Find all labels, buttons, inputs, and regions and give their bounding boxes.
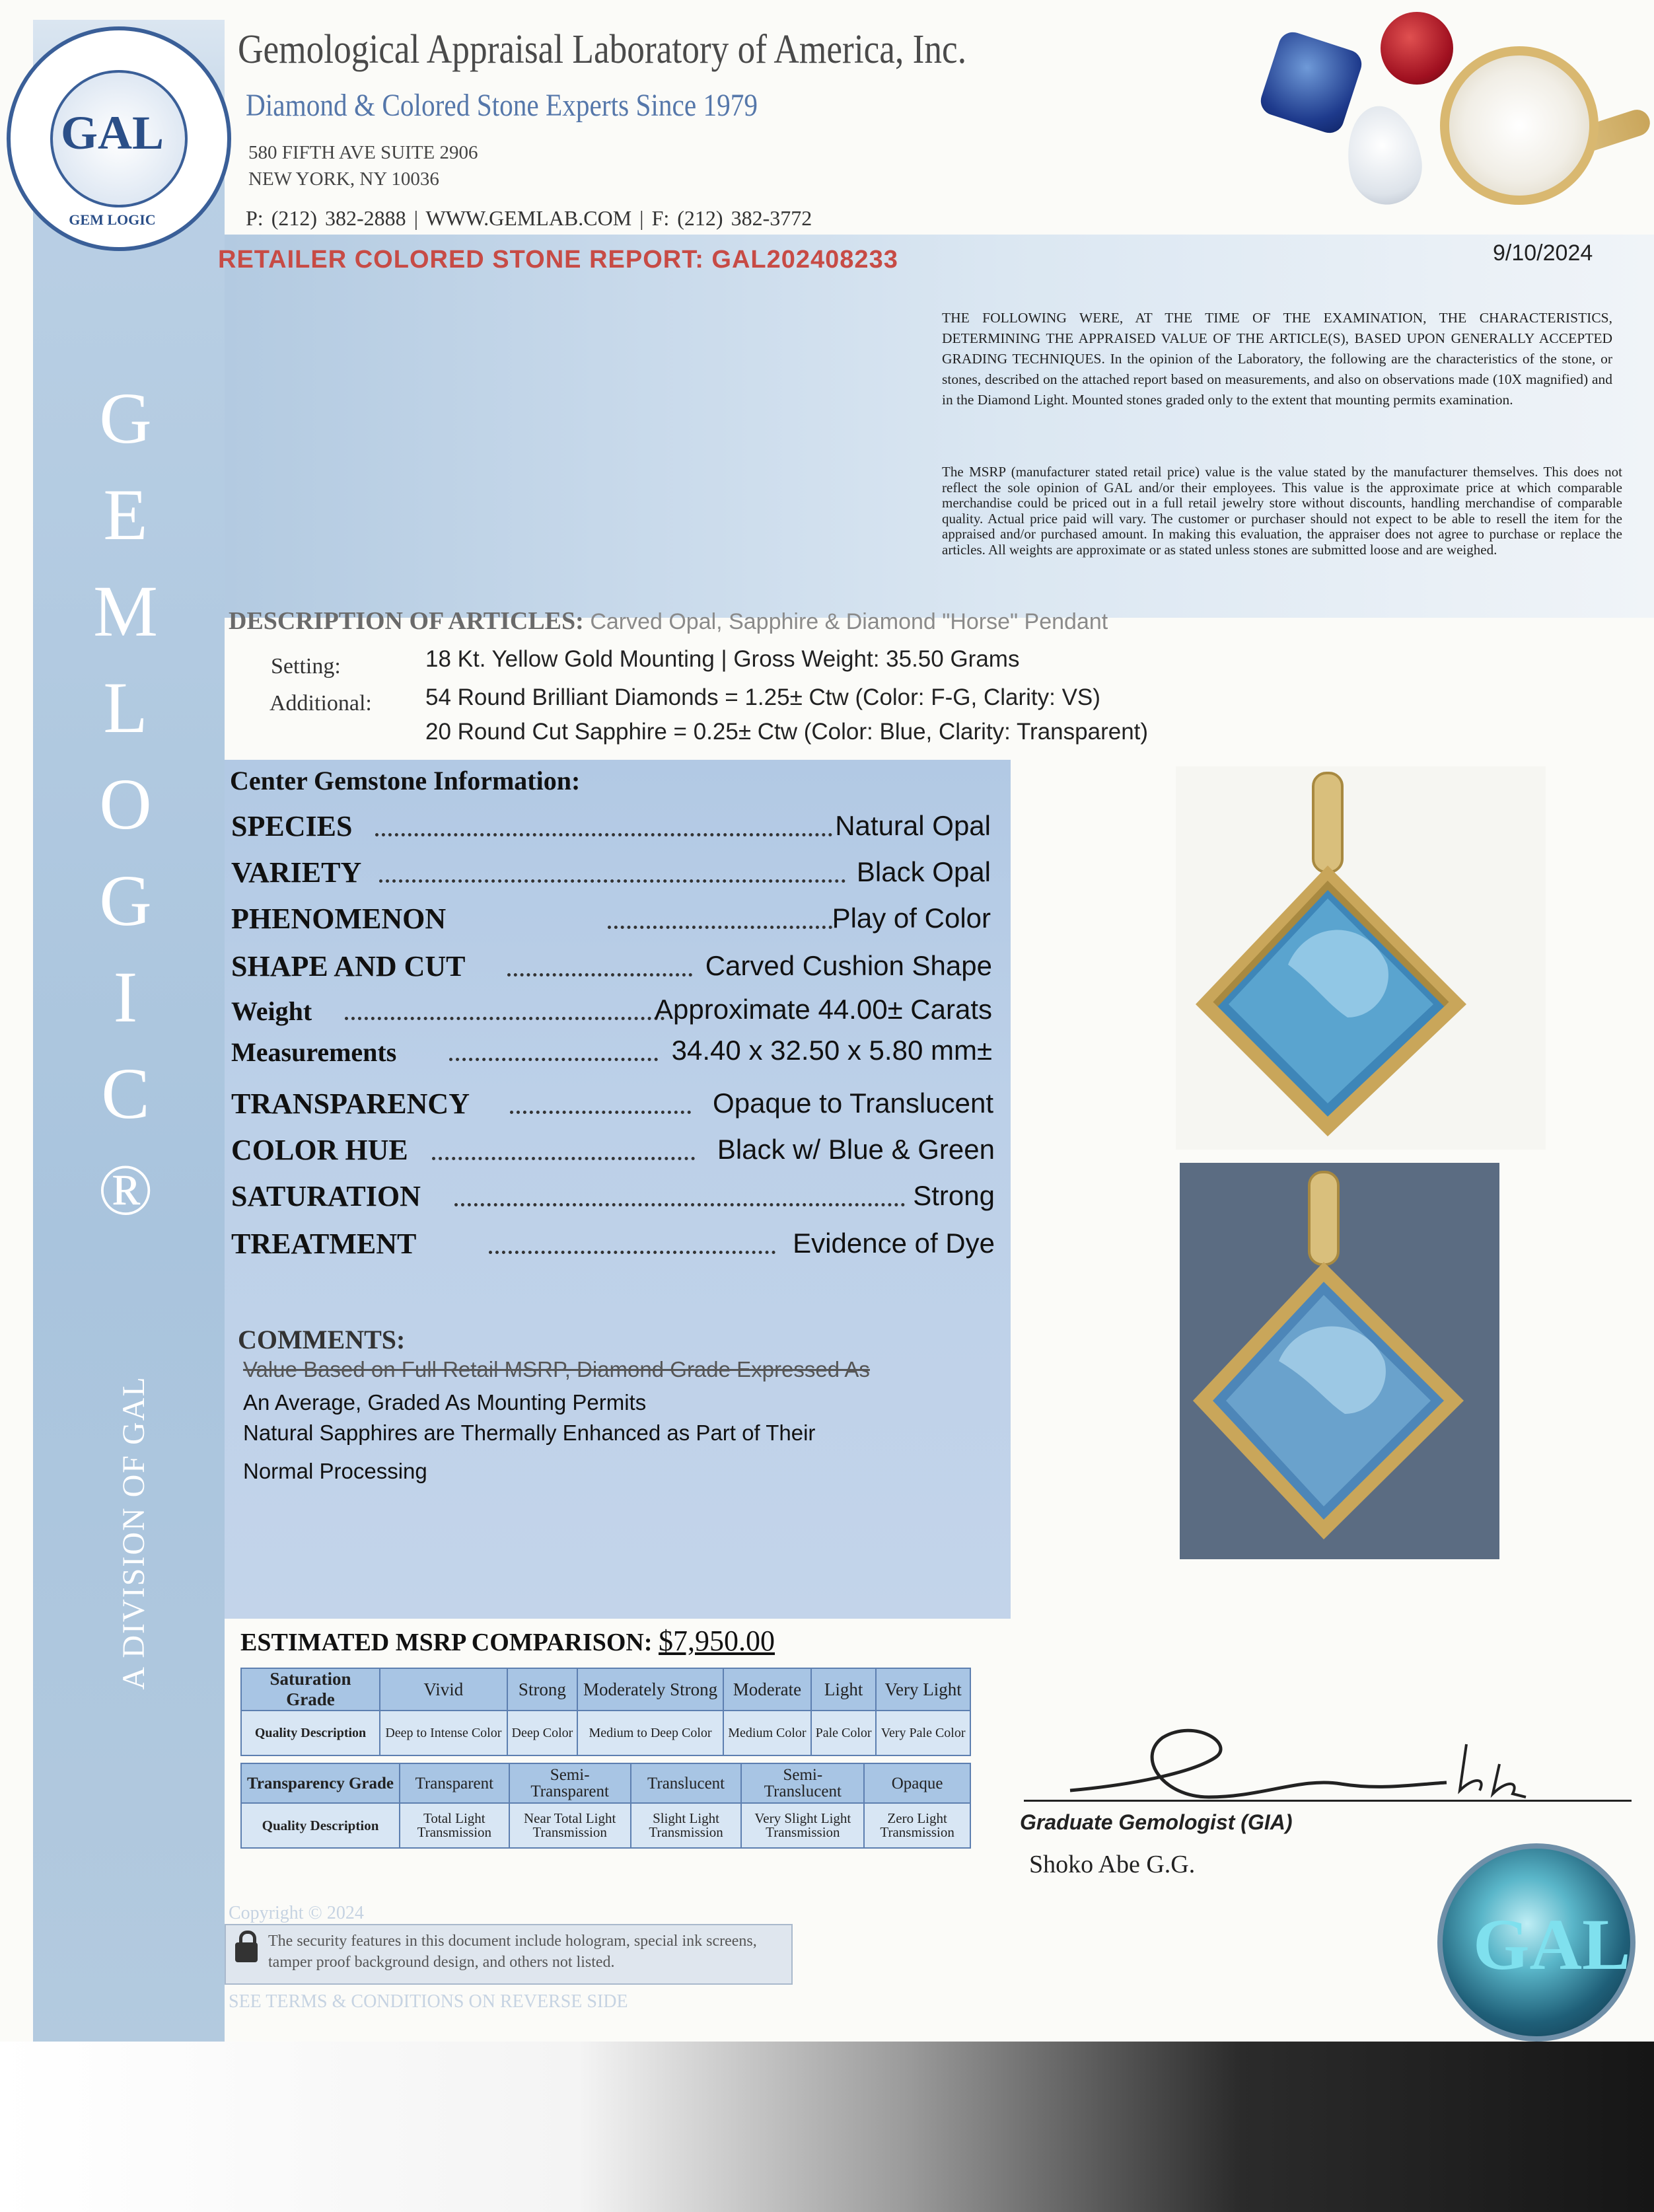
spec-label: COLOR HUE: [231, 1134, 408, 1166]
table-cell: Strong: [507, 1668, 577, 1711]
table-cell: Transparent: [400, 1763, 509, 1803]
table-cell: Vivid: [380, 1668, 507, 1711]
spec-label: PHENOMENON: [231, 903, 447, 935]
spec-value: Approximate 44.00± Carats: [655, 994, 992, 1025]
sidebar-letter: E: [103, 474, 148, 555]
sidebar-letter: L: [103, 667, 148, 748]
additional-line-2: 20 Round Cut Sapphire = 0.25± Ctw (Color: Blue, Clarity: Transparent): [425, 719, 1149, 745]
comment-line: An Average, Graded As Mounting Permits: [243, 1390, 647, 1415]
table-header-cell: Transparency Grade: [241, 1763, 400, 1803]
leader-dots: [379, 879, 845, 883]
saturation-grade-table: [240, 1668, 971, 1756]
signature-line: [1024, 1800, 1632, 1802]
table-cell: Very Slight Light Transmission: [741, 1803, 864, 1848]
table-header-cell: Quality Description: [241, 1803, 400, 1848]
spec-value: Evidence of Dye: [793, 1228, 995, 1259]
table-cell: Pale Color: [811, 1711, 876, 1755]
spec-row-transparency: [231, 1081, 997, 1121]
sidebar-letter: G: [99, 378, 152, 459]
description-label: DESCRIPTION OF ARTICLES:: [229, 607, 584, 635]
table-cell: Medium to Deep Color: [577, 1711, 723, 1755]
msrp-value: $7,950.00: [659, 1625, 775, 1657]
leader-dots: [432, 1157, 695, 1160]
setting-value: 18 Kt. Yellow Gold Mounting | Gross Weight: 35.50 Grams: [425, 646, 1020, 672]
ruby-image: [1381, 12, 1453, 85]
table-cell: Deep Color: [507, 1711, 577, 1755]
leader-dots: [449, 1058, 658, 1061]
scanned-page-edge: [0, 2042, 1654, 2212]
tagline: Diamond & Colored Stone Experts Since 1979: [246, 88, 758, 123]
table-cell: Zero Light Transmission: [864, 1803, 970, 1848]
table-header-cell: Saturation Grade: [241, 1668, 380, 1711]
spec-value: Carved Cushion Shape: [705, 950, 992, 981]
blue-sapphire-image: [1257, 28, 1365, 137]
sidebar-letter: O: [99, 764, 152, 844]
table-row: [241, 1711, 970, 1755]
spec-row-measurements: [231, 1028, 997, 1068]
pendant-photo-white-bg: [1176, 766, 1546, 1150]
disclaimer-paragraph-2: The MSRP (manufacturer stated retail price) value is the value stated by the manufacturer themselves. This does not reflect the sole opinion of GAL and/or their employees. This value is the approximate price at which comparable merchandise could be priced out in a full retail jewelry store without discounts, handling merchandise of comparable quality. Actual price paid will vary. The customer or purchaser should not expect to be able to resell the item for the appraised and/or purchased amount. In making this evaluation, the appraiser does not agree to purchase or replace the articles. All weights are approximate or as stated unless stones are submitted loose and are weighed.: [942, 464, 1622, 558]
hologram-text: GAL: [1473, 1904, 1631, 1985]
spec-label: Weight: [231, 996, 312, 1026]
spec-row-color-hue: [231, 1127, 997, 1167]
pear-diamond-image: [1340, 100, 1428, 211]
leader-dots: [489, 1251, 775, 1254]
sidebar-letter: M: [93, 571, 158, 651]
pendant-photo-dark-bg: [1180, 1163, 1499, 1559]
spec-row-species: [231, 803, 997, 843]
msrp-label: ESTIMATED MSRP COMPARISON:: [240, 1629, 653, 1656]
spec-label: TRANSPARENCY: [231, 1088, 470, 1120]
gemologist-title: Graduate Gemologist (GIA): [1020, 1810, 1293, 1834]
contact-line: P: (212) 382-2888 | WWW.GEMLAB.COM | F: (212) 382-3772: [246, 206, 812, 230]
table-cell: Slight Light Transmission: [631, 1803, 742, 1848]
spec-row-phenomenon: [231, 896, 997, 936]
horizontal-blue-band: [33, 235, 1654, 618]
logo-subtext: GEM LOGIC: [66, 211, 159, 229]
table-cell: Opaque: [864, 1763, 970, 1803]
msrp-line: [240, 1624, 775, 1658]
description-heading: [229, 607, 1108, 636]
address-line-1: 580 FIFTH AVE SUITE 2906: [248, 142, 478, 163]
table-header-cell: Quality Description: [241, 1711, 380, 1755]
spec-row-variety: [231, 850, 997, 889]
spec-label: SHAPE AND CUT: [231, 950, 466, 982]
comment-line: Normal Processing: [243, 1459, 427, 1483]
spec-label: Measurements: [231, 1037, 397, 1067]
spec-label: TREATMENT: [231, 1228, 417, 1260]
sidebar-letter: I: [113, 957, 138, 1037]
report-date: 9/10/2024: [1493, 240, 1593, 266]
report-title: RETAILER COLORED STONE REPORT: GAL202408233: [218, 246, 898, 274]
table-cell: Near Total Light Transmission: [509, 1803, 631, 1848]
table-cell: Very Pale Color: [876, 1711, 970, 1755]
table-cell: Light: [811, 1668, 876, 1711]
center-gemstone-title: Center Gemstone Information:: [230, 766, 581, 795]
spec-value: Natural Opal: [835, 810, 991, 841]
table-cell: Translucent: [631, 1763, 742, 1803]
spec-label: SATURATION: [231, 1180, 421, 1212]
leader-dots: [510, 1111, 691, 1114]
gemologist-name: Shoko Abe G.G.: [1029, 1851, 1196, 1878]
table-cell: Deep to Intense Color: [380, 1711, 507, 1755]
leader-dots: [608, 926, 832, 929]
division-vertical-text: A DIVISION OF GAL: [116, 1376, 151, 1690]
spec-label: SPECIES: [231, 810, 353, 842]
spec-row-shape-cut: [231, 943, 997, 983]
leader-dots: [345, 1017, 665, 1020]
leader-dots: [454, 1203, 905, 1206]
security-notice-text: The security features in this document include hologram, special ink screens, tamper proof background design, and others not listed.: [268, 1933, 757, 1971]
spec-row-saturation: [231, 1173, 997, 1213]
security-notice-box: [225, 1924, 793, 1985]
spec-value: Black Opal: [856, 856, 991, 887]
table-row: [241, 1803, 970, 1848]
diamond-ring-image: [1440, 46, 1599, 205]
lock-icon: [235, 1942, 258, 1962]
table-cell: Total Light Transmission: [400, 1803, 509, 1848]
table-row: [241, 1763, 970, 1803]
sidebar-letter: G: [99, 860, 152, 941]
sidebar-letter: ®: [98, 1150, 153, 1230]
table-cell: Semi-Translucent: [741, 1763, 864, 1803]
spec-row-treatment: [231, 1221, 997, 1261]
additional-label: Additional:: [270, 691, 372, 716]
table-row: [241, 1668, 970, 1711]
terms-notice: SEE TERMS & CONDITIONS ON REVERSE SIDE: [229, 1991, 628, 2012]
leader-dots: [375, 833, 832, 836]
spec-value: Play of Color: [832, 903, 991, 934]
disclaimer-paragraph-1: THE FOLLOWING WERE, AT THE TIME OF THE EXAMINATION, THE CHARACTERISTICS, DETERMINING THE APPRAISED VALUE OF THE ARTICLE(S), BASED UPON GENERALLY ACCEPTED GRADING TECHNIQUES. In the opinion of the Laboratory, the following are the characteristics of the stone, or stones, described on the attached report based on measurements, and also on observations made (10X magnified) and in the Diamond Light. Mounted stones graded only to the extent that mounting permits examination.: [942, 310, 1612, 408]
spec-value: Black w/ Blue & Green: [717, 1134, 995, 1165]
address-line-2: NEW YORK, NY 10036: [248, 168, 439, 190]
comments-heading: COMMENTS:: [238, 1325, 406, 1354]
setting-label: Setting:: [271, 654, 341, 679]
comment-line: Value Based on Full Retail MSRP, Diamond Grade Expressed As: [243, 1357, 870, 1382]
spec-value: 34.40 x 32.50 x 5.80 mm±: [671, 1035, 992, 1066]
spec-row-weight: [231, 987, 997, 1027]
logo-text: GAL: [60, 106, 164, 159]
additional-line-1: 54 Round Brilliant Diamonds = 1.25± Ctw (Color: F-G, Clarity: VS): [425, 684, 1100, 710]
table-cell: Semi-Transparent: [509, 1763, 631, 1803]
spec-value: Strong: [913, 1180, 995, 1211]
table-cell: Moderately Strong: [577, 1668, 723, 1711]
spec-value: Opaque to Translucent: [713, 1088, 993, 1119]
leader-dots: [507, 973, 692, 977]
description-value: Carved Opal, Sapphire & Diamond "Horse" Pendant: [590, 609, 1108, 634]
copyright-text: Copyright © 2024: [229, 1903, 364, 1923]
gem-logic-vertical-text: [53, 370, 198, 1238]
transparency-grade-table: [240, 1763, 971, 1849]
table-cell: Moderate: [723, 1668, 811, 1711]
comment-line: Natural Sapphires are Thermally Enhanced as Part of Their: [243, 1420, 816, 1445]
spec-label: VARIETY: [231, 856, 362, 889]
table-cell: Very Light: [876, 1668, 970, 1711]
organization-name: Gemological Appraisal Laboratory of America, Inc.: [238, 27, 967, 72]
table-cell: Medium Color: [723, 1711, 811, 1755]
sidebar-letter: C: [101, 1053, 150, 1134]
